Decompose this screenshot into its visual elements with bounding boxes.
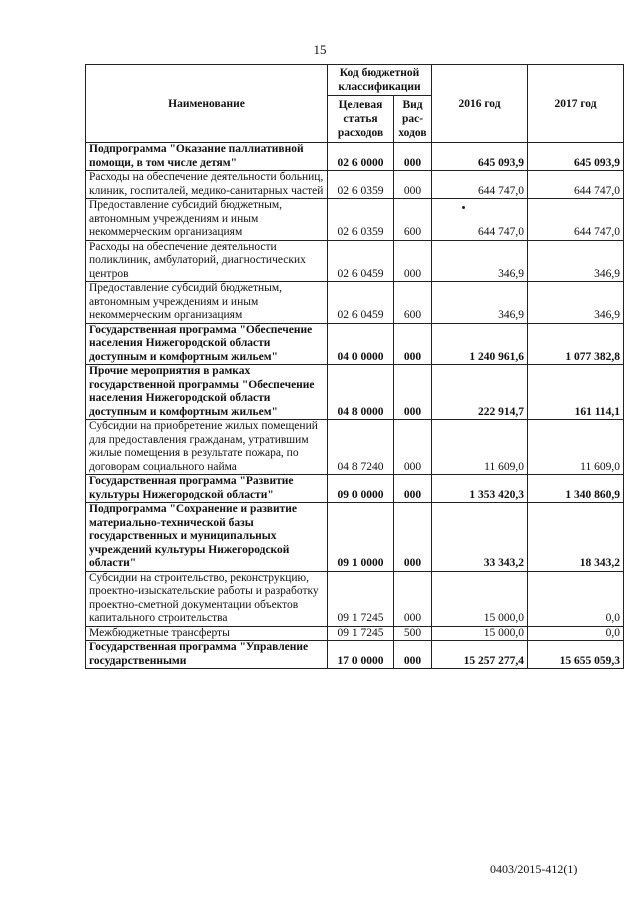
row-name: Расходы на обеспечение деятельности больниц, клиник, госпиталей, медико-санитарных частей <box>86 171 328 199</box>
table-row <box>86 641 624 669</box>
row-value-2016: 11 609,0 <box>432 420 528 475</box>
table-row <box>86 323 624 365</box>
row-name: Субсидии на приобретение жилых помещений для предоставления гражданам, утратившим жилые помещения в результате пожара, по договорам социального найма <box>86 420 328 475</box>
row-expense-type: 000 <box>394 571 432 626</box>
table-row <box>86 420 624 475</box>
document-code: 0403/2015-412(1) <box>490 862 578 876</box>
row-value-2017: 15 655 059,3 <box>528 641 624 669</box>
table-row <box>86 282 624 324</box>
row-value-2016: 346,9 <box>432 240 528 282</box>
row-name: Подпрограмма "Оказание паллиативной помощи, в том числе детям" <box>86 143 328 171</box>
row-value-2017: 346,9 <box>528 240 624 282</box>
table-row <box>86 503 624 572</box>
scan-dot-mark <box>462 206 465 209</box>
row-name: Расходы на обеспечение деятельности поликлиник, амбулаторий, диагностических центров <box>86 240 328 282</box>
row-name: Межбюджетные трансферты <box>86 626 328 641</box>
row-target-article: 09 1 7245 <box>328 571 394 626</box>
row-value-2016: 1 353 420,3 <box>432 475 528 503</box>
row-name: Предоставление субсидий бюджетным, автономным учреждениям и иным некоммерческим организациям <box>86 282 328 324</box>
table-row <box>86 143 624 171</box>
row-expense-type: 000 <box>394 143 432 171</box>
row-expense-type: 000 <box>394 171 432 199</box>
table-row <box>86 571 624 626</box>
row-value-2016: 33 343,2 <box>432 503 528 572</box>
row-value-2017: 645 093,9 <box>528 143 624 171</box>
row-target-article: 09 1 7245 <box>328 626 394 641</box>
row-target-article: 04 8 0000 <box>328 365 394 420</box>
row-target-article: 02 6 0359 <box>328 199 394 241</box>
header-code-group: Код бюджетной классификации <box>328 65 432 96</box>
table-row <box>86 475 624 503</box>
page-number: 15 <box>313 42 327 57</box>
row-expense-type: 000 <box>394 420 432 475</box>
header-name: Наименование <box>86 65 328 143</box>
budget-table <box>85 64 624 669</box>
row-value-2017: 0,0 <box>528 626 624 641</box>
table-row <box>86 199 624 241</box>
row-expense-type: 600 <box>394 282 432 324</box>
row-target-article: 04 8 7240 <box>328 420 394 475</box>
row-expense-type: 600 <box>394 199 432 241</box>
table-row <box>86 171 624 199</box>
row-value-2017: 0,0 <box>528 571 624 626</box>
row-value-2017: 18 343,2 <box>528 503 624 572</box>
row-expense-type: 000 <box>394 641 432 669</box>
header-year-2016: 2016 год <box>432 65 528 143</box>
table-header <box>86 65 624 143</box>
row-value-2016: 645 093,9 <box>432 143 528 171</box>
header-target-article: Целевая статья расходов <box>328 96 394 143</box>
row-target-article: 02 6 0459 <box>328 240 394 282</box>
row-value-2017: 644 747,0 <box>528 171 624 199</box>
row-value-2017: 644 747,0 <box>528 199 624 241</box>
row-expense-type: 000 <box>394 240 432 282</box>
table-row <box>86 365 624 420</box>
row-value-2016: 15 000,0 <box>432 571 528 626</box>
row-name: Государственная программа "Развитие культуры Нижегородской области" <box>86 475 328 503</box>
header-expense-type: Вид рас-ходов <box>394 96 432 143</box>
table-row <box>86 240 624 282</box>
row-expense-type: 000 <box>394 475 432 503</box>
row-expense-type: 000 <box>394 503 432 572</box>
row-name: Предоставление субсидий бюджетным, автономным учреждениям и иным некоммерческим организациям <box>86 199 328 241</box>
row-value-2017: 346,9 <box>528 282 624 324</box>
row-value-2016: 15 000,0 <box>432 626 528 641</box>
row-value-2016: 1 240 961,6 <box>432 323 528 365</box>
row-expense-type: 000 <box>394 323 432 365</box>
row-value-2017: 1 340 860,9 <box>528 475 624 503</box>
row-target-article: 02 6 0459 <box>328 282 394 324</box>
row-target-article: 02 6 0359 <box>328 171 394 199</box>
row-target-article: 02 6 0000 <box>328 143 394 171</box>
row-value-2017: 11 609,0 <box>528 420 624 475</box>
row-target-article: 09 0 0000 <box>328 475 394 503</box>
row-value-2016: 644 747,0 <box>432 171 528 199</box>
row-name: Субсидии на строительство, реконструкцию, проектно-изыскательские работы и разработку проектно-сметной документации объектов капитального строительства <box>86 571 328 626</box>
row-target-article: 09 1 0000 <box>328 503 394 572</box>
row-name: Прочие мероприятия в рамках государственной программы "Обеспечение населения Нижегородской области доступным и комфортным жильем" <box>86 365 328 420</box>
row-target-article: 04 0 0000 <box>328 323 394 365</box>
table-row <box>86 626 624 641</box>
row-expense-type: 500 <box>394 626 432 641</box>
table-body <box>86 143 624 669</box>
row-value-2016: 644 747,0 <box>432 199 528 241</box>
row-name: Государственная программа "Обеспечение населения Нижегородской области доступным и комфортным жильем" <box>86 323 328 365</box>
row-name: Подпрограмма "Сохранение и развитие материально-технической базы государственных и муниципальных учреждений культуры Нижегородской области" <box>86 503 328 572</box>
row-name: Государственная программа "Управление государственными <box>86 641 328 669</box>
row-value-2016: 15 257 277,4 <box>432 641 528 669</box>
row-target-article: 17 0 0000 <box>328 641 394 669</box>
header-year-2017: 2017 год <box>528 65 624 143</box>
row-value-2017: 1 077 382,8 <box>528 323 624 365</box>
row-value-2016: 222 914,7 <box>432 365 528 420</box>
row-value-2017: 161 114,1 <box>528 365 624 420</box>
row-expense-type: 000 <box>394 365 432 420</box>
row-value-2016: 346,9 <box>432 282 528 324</box>
